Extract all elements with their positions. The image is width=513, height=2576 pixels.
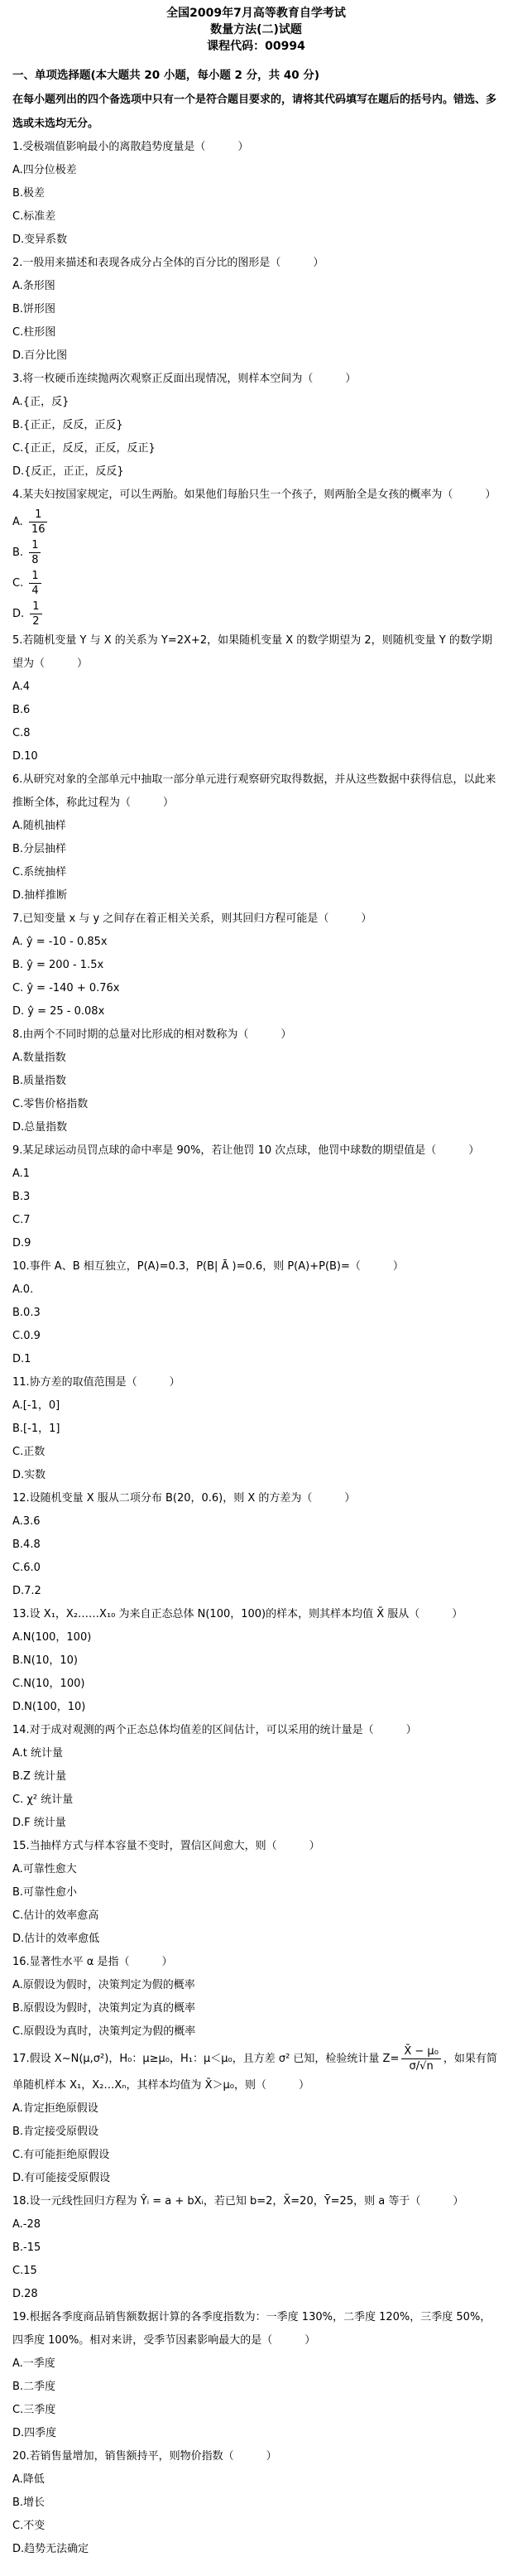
fraction: $\frac{1}{16}$ xyxy=(29,508,48,536)
question-stem: 19.根据各季度商品销售额数据计算的各季度指数为：一季度 130%，二季度 120%，三季度 50%，四季度 100%。相对来讲，受季节因素影响最大的是（ ） xyxy=(12,2311,491,2347)
fraction: $\frac{1}{8}$ xyxy=(29,539,41,566)
question-6 xyxy=(12,768,500,908)
course-code: 课程代码：00994 xyxy=(207,40,305,53)
question-4 xyxy=(12,484,500,629)
question-15-option-C: C.估计的效率愈高 xyxy=(12,1909,99,1922)
question-16-option-C: C.原假设为真时，决策判定为假的概率 xyxy=(12,2025,196,2038)
question-18-option-D: D.28 xyxy=(12,2288,38,2300)
question-15 xyxy=(12,1835,500,1951)
fraction: $\frac{1}{4}$ xyxy=(29,570,41,597)
question-17-option-A: A.肯定拒绝原假设 xyxy=(12,2102,98,2115)
question-13-option-C: C.N(10，100) xyxy=(12,1678,85,1690)
question-3-option-C: C.{正正，反反，正反，反正} xyxy=(12,442,156,455)
exam-title: 全国2009年7月高等教育自学考试 xyxy=(166,7,346,20)
question-19-option-D: D.四季度 xyxy=(12,2427,57,2439)
question-6-option-C: C.系统抽样 xyxy=(12,866,67,879)
question-13-option-D: D.N(100，10) xyxy=(12,1701,86,1713)
question-stem: 16.显著性水平 α 是指（ ） xyxy=(12,1956,173,1968)
question-7-option-D: D. ŷ = 25 - 0.08x xyxy=(12,1005,105,1018)
question-2-option-B: B.饼形图 xyxy=(12,303,56,315)
question-8 xyxy=(12,1023,500,1139)
question-10-option-A: A.0. xyxy=(12,1283,34,1296)
question-12-option-D: D.7.2 xyxy=(12,1585,41,1597)
question-7-option-C: C. ŷ = -140 + 0.76x xyxy=(12,982,120,994)
question-6-option-D: D.抽样推断 xyxy=(12,889,68,902)
question-3-option-D: D.{反正，正正，反反} xyxy=(12,465,124,478)
question-16-option-A: A.原假设为假时，决策判定为假的概率 xyxy=(12,1979,195,1991)
question-stem: 12.设随机变量 X 服从二项分布 B(20，0.6)，则 X 的方差为（ ） xyxy=(12,1492,356,1505)
question-stem: 10.事件 A、B 相互独立，P(A)=0.3，P(B| Ā )=0.6，则 P(A)+P(B)=（ ） xyxy=(12,1260,404,1273)
question-14 xyxy=(12,1719,500,1835)
question-9-option-C: C.7 xyxy=(12,1214,31,1226)
question-1 xyxy=(12,136,500,252)
question-11-option-D: D.实数 xyxy=(12,1469,46,1481)
question-4-option-D: D. $\frac{1}{2}$ xyxy=(12,599,500,629)
question-18-option-C: C.15 xyxy=(12,2265,37,2277)
question-15-option-B: B.可靠性愈小 xyxy=(12,1886,78,1899)
question-5-option-D: D.10 xyxy=(12,750,38,763)
question-1-option-A: A.四分位极差 xyxy=(12,164,77,176)
question-4-option-A: A. $\frac{1}{16}$ xyxy=(12,507,500,537)
question-5 xyxy=(12,629,500,768)
question-9-option-D: D.9 xyxy=(12,1237,31,1249)
question-10-option-D: D.1 xyxy=(12,1353,31,1365)
question-18 xyxy=(12,2190,500,2306)
question-stem: 1.受极端值影响最小的离散趋势度量是（ ） xyxy=(12,141,249,153)
question-11-option-B: B.[-1，1] xyxy=(12,1423,60,1435)
question-18-option-B: B.-15 xyxy=(12,2241,41,2254)
question-4-option-B: B. $\frac{1}{8}$ xyxy=(12,537,500,568)
question-stem: 9.某足球运动员罚点球的命中率是 90%，若让他罚 10 次点球，他罚中球数的期望值是（ ） xyxy=(12,1144,480,1157)
question-2-option-C: C.柱形图 xyxy=(12,326,56,339)
question-19-option-A: A.一季度 xyxy=(12,2357,55,2370)
question-10 xyxy=(12,1255,500,1371)
question-17 xyxy=(12,2044,500,2190)
question-12-option-A: A.3.6 xyxy=(12,1515,41,1528)
question-1-option-C: C.标准差 xyxy=(12,210,56,223)
question-9-option-B: B.3 xyxy=(12,1191,31,1203)
question-stem: 5.若随机变量 Y 与 X 的关系为 Y=2X+2，如果随机变量 X 的数学期望为 2，则随机变量 Y 的数学期望为（ ） xyxy=(12,634,492,670)
question-19-option-B: B.二季度 xyxy=(12,2381,56,2393)
exam-subtitle: 数量方法(二)试题 xyxy=(210,23,302,36)
question-19-option-C: C.三季度 xyxy=(12,2404,56,2416)
question-2-option-A: A.条形图 xyxy=(12,280,55,292)
question-13-option-B: B.N(10，10) xyxy=(12,1654,79,1667)
question-3-option-B: B.{正正，反反，正反} xyxy=(12,419,123,431)
question-7-option-B: B. ŷ = 200 - 1.5x xyxy=(12,959,104,971)
question-14-option-D: D.F 统计量 xyxy=(12,1817,66,1829)
question-20-option-A: A.降低 xyxy=(12,2473,45,2486)
question-15-option-A: A.可靠性愈大 xyxy=(12,1863,77,1875)
question-11-option-C: C.正数 xyxy=(12,1446,46,1458)
question-20-option-C: C.不变 xyxy=(12,2520,46,2532)
question-12 xyxy=(12,1487,500,1603)
question-3-option-A: A.{正，反} xyxy=(12,396,70,408)
question-14-option-C: C. χ² 统计量 xyxy=(12,1794,74,1806)
question-1-option-D: D.变异系数 xyxy=(12,234,68,246)
fraction: $\frac{1}{2}$ xyxy=(30,600,41,628)
question-6-option-B: B.分层抽样 xyxy=(12,843,67,855)
question-1-option-B: B.极差 xyxy=(12,187,46,200)
question-stem: 3.将一枚硬币连续抛两次观察正反面出现情况，则样本空间为（ ） xyxy=(12,373,357,385)
question-13-option-A: A.N(100，100) xyxy=(12,1631,92,1644)
question-7-option-A: A. ŷ = -10 - 0.85x xyxy=(12,936,108,948)
section-instructions: 在每小题列出的四个备选项中只有一个是符合题目要求的，请将其代码填写在题后的括号内。错选、多选或未选均无分。 xyxy=(12,94,497,130)
question-list xyxy=(12,136,500,2561)
question-stem: 20.若销售量增加，销售额持平，则物价指数（ ） xyxy=(12,2450,277,2463)
question-5-option-C: C.8 xyxy=(12,727,31,739)
question-20-option-B: B.增长 xyxy=(12,2497,46,2509)
question-3 xyxy=(12,368,500,484)
fraction: $\frac{\text{X̄ − μ₀}}{\sigma/√n}$ xyxy=(401,2045,441,2073)
question-18-option-A: A.-28 xyxy=(12,2218,41,2231)
question-16 xyxy=(12,1951,500,2044)
question-9 xyxy=(12,1139,500,1255)
question-stem: 15.当抽样方式与样本容量不变时，置信区间愈大，则（ ） xyxy=(12,1840,320,1852)
question-8-option-B: B.质量指数 xyxy=(12,1075,67,1087)
question-10-option-C: C.0.9 xyxy=(12,1330,41,1342)
question-stem: 4.某夫妇按国家规定，可以生两胎。如果他们每胎只生一个孩子，则两胎全是女孩的概率为（ ） xyxy=(12,489,496,501)
question-19 xyxy=(12,2306,500,2445)
question-stem: 13.设 X₁，X₂……X₁₀ 为来自正态总体 N(100，100)的样本，则其样本均值 X̄ 服从（ ） xyxy=(12,1608,463,1620)
question-10-option-B: B.0.3 xyxy=(12,1307,41,1319)
question-20 xyxy=(12,2445,500,2561)
question-5-option-B: B.6 xyxy=(12,704,31,716)
question-4-option-C: C. $\frac{1}{4}$ xyxy=(12,568,500,599)
question-stem: 6.从研究对象的全部单元中抽取一部分单元进行观察研究取得数据，并从这些数据中获得信息，以此来推断全体，称此过程为（ ） xyxy=(12,773,496,809)
question-stem: 17.假设 X~N(μ,σ²)，H₀：μ≥μ₀，H₁：μ＜μ₀，且方差 σ² 已知，检验统计量 Z= $\frac{\text{X̄ − μ₀}}{\sigma/√n}$ ，如果有简单随机样本 X₁，X₂…Xₙ，其样本均值为 X̄＞μ₀，则（ ） xyxy=(12,2045,497,2092)
question-stem: 11.协方差的取值范围是（ ） xyxy=(12,1376,180,1389)
question-12-option-C: C.6.0 xyxy=(12,1562,41,1574)
section-heading: 一、单项选择题(本大题共 20 小题，每小题 2 分，共 40 分) xyxy=(12,69,320,82)
question-stem: 2.一般用来描述和表现各成分占全体的百分比的图形是（ ） xyxy=(12,257,324,269)
question-17-option-D: D.有可能接受原假设 xyxy=(12,2172,111,2184)
question-stem: 18.设一元线性回归方程为 Ŷᵢ = a + bXᵢ，若已知 b=2，X̄=20，Ȳ=25，则 a 等于（ ） xyxy=(12,2195,464,2208)
question-16-option-B: B.原假设为假时，决策判定为真的概率 xyxy=(12,2002,196,2015)
question-9-option-A: A.1 xyxy=(12,1168,31,1180)
question-12-option-B: B.4.8 xyxy=(12,1538,41,1551)
question-6-option-A: A.随机抽样 xyxy=(12,820,66,832)
question-8-option-C: C.零售价格指数 xyxy=(12,1098,89,1110)
question-17-option-C: C.有可能拒绝原假设 xyxy=(12,2149,110,2161)
question-2 xyxy=(12,252,500,368)
question-stem: 14.对于成对观测的两个正态总体均值差的区间估计，可以采用的统计量是（ ） xyxy=(12,1724,417,1736)
question-11-option-A: A.[-1，0] xyxy=(12,1399,60,1412)
question-20-option-D: D.趋势无法确定 xyxy=(12,2543,89,2555)
question-11 xyxy=(12,1371,500,1487)
question-8-option-A: A.数量指数 xyxy=(12,1052,66,1064)
question-15-option-D: D.估计的效率愈低 xyxy=(12,1933,100,1945)
question-7 xyxy=(12,908,500,1023)
question-2-option-D: D.百分比图 xyxy=(12,349,68,362)
question-14-option-B: B.Z 统计量 xyxy=(12,1770,67,1783)
question-14-option-A: A.t 统计量 xyxy=(12,1747,64,1760)
question-13 xyxy=(12,1603,500,1719)
question-stem: 7.已知变量 x 与 y 之间存在着正相关关系，则其回归方程可能是（ ） xyxy=(12,912,372,925)
question-5-option-A: A.4 xyxy=(12,681,31,693)
question-stem: 8.由两个不同时期的总量对比形成的相对数称为（ ） xyxy=(12,1028,292,1041)
question-8-option-D: D.总量指数 xyxy=(12,1121,68,1134)
question-17-option-B: B.肯定接受原假设 xyxy=(12,2126,99,2138)
